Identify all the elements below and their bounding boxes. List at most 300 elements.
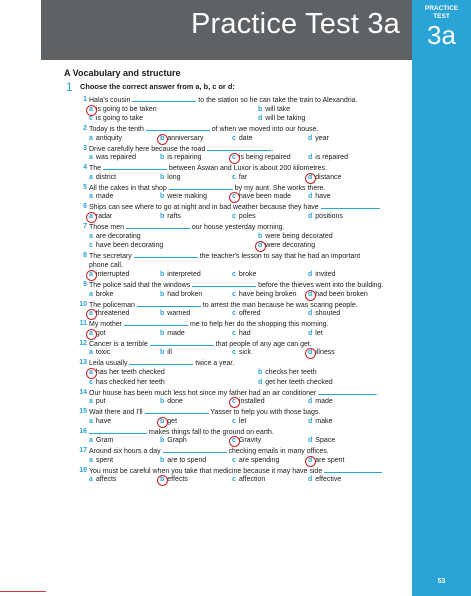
option-10-d[interactable] xyxy=(308,309,340,319)
option-text: let xyxy=(315,329,323,337)
question-text: makes things fall to the ground on earth. xyxy=(89,427,274,438)
option-letter: a xyxy=(89,437,93,445)
question-number: 8 xyxy=(83,252,87,260)
question-number: 13 xyxy=(79,359,87,367)
option-16-c[interactable] xyxy=(232,436,261,446)
option-letter: b xyxy=(160,417,165,425)
option-letter: c xyxy=(89,242,93,250)
answer-blank[interactable] xyxy=(134,251,198,258)
option-text: antiquity xyxy=(95,134,122,142)
option-text: were decorating xyxy=(265,242,316,250)
answer-blank[interactable] xyxy=(163,446,227,453)
option-text: are spent xyxy=(315,456,345,464)
option-2-c[interactable] xyxy=(232,134,253,144)
option-15-c[interactable] xyxy=(232,417,246,427)
option-18-d[interactable] xyxy=(308,475,341,485)
option-letter: c xyxy=(232,290,236,298)
option-letter: b xyxy=(160,173,165,181)
option-6-d[interactable] xyxy=(308,212,343,222)
option-text: is repairing xyxy=(167,154,202,162)
option-15-a[interactable] xyxy=(89,417,111,427)
option-text: broke xyxy=(95,290,114,298)
option-letter: b xyxy=(160,310,165,318)
option-letter: b xyxy=(160,476,165,484)
option-letter: a xyxy=(89,456,93,464)
option-letter: d xyxy=(308,417,313,425)
question-text: The policeman to arrest the man because he was scaring people. xyxy=(89,301,358,309)
question-4 xyxy=(0,163,410,173)
option-text: rafts xyxy=(167,212,181,220)
option-letter: d xyxy=(258,378,263,386)
option-12-c[interactable] xyxy=(232,348,251,358)
option-17-a[interactable] xyxy=(89,456,113,466)
option-letter: b xyxy=(160,134,165,142)
option-text: had been broken xyxy=(315,290,368,298)
question-number: 5 xyxy=(83,183,87,191)
question-text: Today is the tenth of when we moved into our house. xyxy=(89,126,319,134)
option-7-b[interactable] xyxy=(258,232,333,242)
option-2-d[interactable] xyxy=(308,134,329,144)
option-9-a[interactable] xyxy=(89,290,113,300)
option-text: effects xyxy=(167,476,188,484)
option-13-a[interactable] xyxy=(89,368,165,378)
option-letter: d xyxy=(258,115,263,123)
option-text: done xyxy=(167,398,183,406)
option-letter: b xyxy=(258,369,263,376)
option-2-b[interactable] xyxy=(160,134,203,144)
option-text: radar xyxy=(95,212,113,220)
question-13 xyxy=(0,358,410,368)
question-text: The police said that the windows before the thieves went into the building. xyxy=(89,282,384,290)
option-7-c[interactable] xyxy=(89,241,163,251)
option-letter: c xyxy=(89,115,93,123)
option-2-a[interactable] xyxy=(89,134,122,144)
question-text: Leila usually twice a year. xyxy=(89,360,235,368)
answer-blank[interactable] xyxy=(126,222,190,229)
option-letter: d xyxy=(308,476,313,484)
answer-blank[interactable] xyxy=(318,388,376,395)
option-17-b[interactable] xyxy=(160,456,206,466)
option-3-a[interactable] xyxy=(89,153,136,163)
question-16 xyxy=(0,427,410,437)
option-text: offered xyxy=(238,310,261,318)
question-number: 10 xyxy=(79,300,87,308)
section-title: A Vocabulary and structure xyxy=(64,68,181,78)
question-6 xyxy=(0,202,410,212)
option-letter: d xyxy=(308,193,313,201)
option-text: poles xyxy=(238,212,256,220)
option-8-c[interactable] xyxy=(232,270,256,280)
option-12-d[interactable] xyxy=(308,348,335,358)
question-1 xyxy=(0,95,410,105)
question-text: Wait there and I'll Yasser to help you with those bags. xyxy=(89,409,321,417)
option-letter: b xyxy=(160,398,165,406)
option-letter: b xyxy=(160,290,165,298)
option-letter: a xyxy=(89,329,93,337)
answer-blank[interactable] xyxy=(89,427,147,434)
option-letter: d xyxy=(308,134,313,142)
badge-label-line1: PRACTICE xyxy=(424,5,459,12)
option-5-d[interactable] xyxy=(308,192,330,202)
option-11-a[interactable] xyxy=(89,329,106,339)
option-letter: c xyxy=(232,398,236,406)
option-letter: b xyxy=(160,193,165,201)
option-letter: c xyxy=(232,476,236,484)
question-text: Ships can see where to go at night and in bad weather because they have . xyxy=(89,204,381,212)
question-number: 3 xyxy=(83,144,87,152)
option-18-c[interactable] xyxy=(232,475,265,485)
option-letter: a xyxy=(89,310,93,318)
option-text: shouted xyxy=(315,310,341,318)
option-text: affects xyxy=(95,476,117,484)
option-5-c[interactable] xyxy=(232,192,291,202)
option-letter: a xyxy=(89,271,93,279)
page-number: 53 xyxy=(437,578,446,585)
option-text: Gram xyxy=(95,437,114,445)
option-text: have xyxy=(95,417,112,425)
option-letter: c xyxy=(232,193,236,201)
option-14-c[interactable] xyxy=(232,397,265,407)
option-letter: c xyxy=(232,437,236,445)
option-1-d[interactable] xyxy=(258,114,305,124)
option-letter: b xyxy=(258,232,263,240)
question-text: Around six hours a day checking emails in many offices. xyxy=(89,448,329,456)
test-badge xyxy=(412,0,471,60)
badge-label-line2: TEST xyxy=(433,13,450,20)
option-letter: a xyxy=(89,134,93,142)
option-letter: c xyxy=(232,456,236,464)
option-text: illness xyxy=(315,349,335,357)
option-letter: d xyxy=(308,173,313,181)
question-10 xyxy=(0,300,410,310)
option-text: will be taking xyxy=(265,115,306,123)
badge-label xyxy=(412,5,471,21)
option-13-b[interactable] xyxy=(258,368,317,378)
option-17-d[interactable] xyxy=(308,456,344,466)
option-text: get xyxy=(167,417,178,425)
option-text: threatened xyxy=(95,310,130,318)
question-15 xyxy=(0,407,410,417)
question-number: 6 xyxy=(83,203,87,211)
option-letter: a xyxy=(89,232,93,240)
option-text: has checked her teeth xyxy=(95,378,165,386)
option-14-d[interactable] xyxy=(308,397,333,407)
question-text: Those men our house yesterday morning. xyxy=(89,223,285,231)
option-text: are spending xyxy=(238,456,280,464)
option-text: positions xyxy=(315,212,343,220)
option-text: are decorating xyxy=(95,232,141,240)
question-number: 12 xyxy=(79,339,87,347)
option-text: installed xyxy=(238,398,265,406)
answer-blank[interactable] xyxy=(124,319,188,326)
option-1-b[interactable] xyxy=(258,105,290,115)
question-11 xyxy=(0,319,410,329)
option-11-d[interactable] xyxy=(308,329,323,339)
question-number: 15 xyxy=(79,408,87,416)
option-text: have been made xyxy=(238,193,292,201)
option-text: effective xyxy=(315,476,342,484)
option-text: warned xyxy=(167,310,191,318)
option-text: got xyxy=(95,329,106,337)
option-18-b[interactable] xyxy=(160,475,188,485)
question-17 xyxy=(0,446,410,456)
question-8 xyxy=(0,251,410,261)
question-text: My mother me to help her do the shopping this morning. xyxy=(89,321,329,329)
option-letter: d xyxy=(308,154,313,162)
question-text: Drive carefully here because the road . xyxy=(89,145,274,153)
option-letter: a xyxy=(89,398,93,406)
option-text: ill xyxy=(167,349,172,357)
option-text: broke xyxy=(238,271,257,279)
option-9-c[interactable] xyxy=(232,290,297,300)
exercise-number: 1 xyxy=(66,80,73,94)
question-5 xyxy=(0,183,410,193)
option-letter: c xyxy=(232,417,236,425)
option-text: spent xyxy=(95,456,114,464)
option-15-b[interactable] xyxy=(160,417,177,427)
option-7-a[interactable] xyxy=(89,232,141,242)
option-letter: a xyxy=(89,105,93,113)
option-8-a[interactable] xyxy=(89,270,129,280)
option-9-b[interactable] xyxy=(160,290,202,300)
option-text: date xyxy=(238,134,253,142)
question-text: Cancer is a terrible that people of any age can get. xyxy=(89,340,312,348)
answer-blank[interactable] xyxy=(321,202,379,209)
option-10-a[interactable] xyxy=(89,309,129,319)
option-12-a[interactable] xyxy=(89,348,110,358)
option-text: distance xyxy=(315,173,342,181)
option-5-a[interactable] xyxy=(89,192,113,202)
option-10-c[interactable] xyxy=(232,309,261,319)
option-1-a[interactable] xyxy=(89,105,157,115)
option-letter: c xyxy=(232,173,236,181)
answer-blank[interactable] xyxy=(324,466,382,473)
option-letter: c xyxy=(232,134,236,142)
option-4-c[interactable] xyxy=(232,173,247,183)
option-letter: a xyxy=(89,349,93,357)
option-letter: d xyxy=(308,290,313,298)
option-text: anniversary xyxy=(167,134,204,142)
option-letter: d xyxy=(258,242,263,250)
option-12-b[interactable] xyxy=(160,348,172,358)
badge-code: 3a xyxy=(427,20,456,50)
option-letter: d xyxy=(308,329,313,337)
question-number: 1 xyxy=(83,96,87,103)
option-6-c[interactable] xyxy=(232,212,256,222)
option-text: make xyxy=(315,417,333,425)
option-letter: a xyxy=(89,173,93,181)
question-7 xyxy=(0,222,410,232)
answer-blank[interactable] xyxy=(145,407,209,414)
answer-blank[interactable] xyxy=(146,124,210,131)
answer-blank[interactable] xyxy=(132,95,196,102)
answer-blank[interactable] xyxy=(192,280,256,287)
option-letter: b xyxy=(160,349,165,357)
option-letter: c xyxy=(232,154,236,162)
option-text: made xyxy=(167,329,185,337)
option-6-b[interactable] xyxy=(160,212,181,222)
question-14 xyxy=(0,388,410,398)
option-letter: d xyxy=(308,349,313,357)
option-letter: b xyxy=(258,105,263,113)
option-16-b[interactable] xyxy=(160,436,187,446)
option-8-b[interactable] xyxy=(160,270,201,280)
answer-blank[interactable] xyxy=(103,163,167,170)
header-bar xyxy=(41,0,412,60)
question-12 xyxy=(0,339,410,349)
option-text: district xyxy=(95,173,117,181)
option-text: let xyxy=(238,417,247,425)
option-text: is repaired xyxy=(315,154,348,162)
option-letter: d xyxy=(308,456,313,464)
option-text: is going to be taken xyxy=(95,105,157,113)
question-number: 18 xyxy=(79,466,87,474)
option-letter: b xyxy=(160,437,165,445)
option-text: affection xyxy=(238,476,266,484)
option-text: is being repaired xyxy=(238,154,291,162)
page-title: Practice Test 3a xyxy=(191,8,400,40)
answer-blank[interactable] xyxy=(129,358,193,365)
option-text: Graph xyxy=(167,437,187,445)
option-8-d[interactable] xyxy=(308,270,336,280)
option-3-c[interactable] xyxy=(232,153,291,163)
question-number: 14 xyxy=(79,388,87,396)
question-8-continued xyxy=(0,261,410,271)
option-letter: d xyxy=(308,398,313,406)
option-letter: a xyxy=(89,417,93,425)
option-letter: c xyxy=(232,310,236,318)
option-text: made xyxy=(315,398,333,406)
option-letter: b xyxy=(160,329,165,337)
question-number: 4 xyxy=(83,164,87,172)
option-text: sick xyxy=(238,349,251,357)
option-letter: c xyxy=(232,212,236,220)
option-14-b[interactable] xyxy=(160,397,183,407)
option-text: get her teeth checked xyxy=(265,378,333,386)
option-4-a[interactable] xyxy=(89,173,116,183)
option-10-b[interactable] xyxy=(160,309,190,319)
option-letter: a xyxy=(89,290,93,298)
question-number: 7 xyxy=(83,222,87,230)
question-number: 11 xyxy=(79,320,87,328)
question-3 xyxy=(0,144,410,154)
option-text: Gravity xyxy=(238,437,262,445)
question-text: Our house has been much less hot since my father had an air conditioner . xyxy=(89,389,379,397)
option-13-d[interactable] xyxy=(258,378,333,388)
answer-blank[interactable] xyxy=(169,183,233,190)
question-text: Hala's cousin to the station so he can take the train to Alexandria. xyxy=(89,97,358,104)
option-letter: d xyxy=(308,212,313,220)
option-text: invited xyxy=(315,271,336,279)
option-letter: b xyxy=(160,456,165,464)
option-11-c[interactable] xyxy=(232,329,251,339)
option-9-d[interactable] xyxy=(308,290,368,300)
question-number: 2 xyxy=(83,125,87,133)
question-9 xyxy=(0,280,410,290)
option-letter: a xyxy=(89,476,93,484)
option-text: long xyxy=(167,173,181,181)
option-text: year xyxy=(315,134,329,142)
side-color-bar xyxy=(412,60,471,596)
option-text: toxic xyxy=(95,349,111,357)
option-text: interpreted xyxy=(167,271,201,279)
question-text-continued: phone call. xyxy=(89,261,123,269)
option-5-b[interactable] xyxy=(160,192,207,202)
option-text: are to spend xyxy=(167,456,207,464)
option-text: checks her teeth xyxy=(265,369,317,376)
question-text: You must be careful when you take that medicine because it may have side xyxy=(89,466,382,477)
option-text: far xyxy=(238,173,248,181)
option-13-c[interactable] xyxy=(89,378,165,388)
option-letter: c xyxy=(232,349,236,357)
question-18 xyxy=(0,466,410,476)
question-number: 9 xyxy=(83,281,87,289)
option-4-d[interactable] xyxy=(308,173,341,183)
margin-rule xyxy=(0,591,46,592)
option-7-d[interactable] xyxy=(258,241,315,251)
option-text: have being broken xyxy=(238,290,297,298)
option-text: were being decorated xyxy=(265,232,333,240)
answer-blank[interactable] xyxy=(137,300,201,307)
option-4-b[interactable] xyxy=(160,173,181,183)
option-letter: a xyxy=(89,369,93,376)
question-text: The between Aswan and Luxor is about 200 kilometres. xyxy=(89,165,327,173)
option-text: is going to take xyxy=(95,115,143,123)
option-17-c[interactable] xyxy=(232,456,279,466)
option-6-a[interactable] xyxy=(89,212,112,222)
option-text: will take xyxy=(265,105,291,113)
question-number: 16 xyxy=(79,427,87,435)
option-text: put xyxy=(95,398,106,406)
question-2 xyxy=(0,124,410,134)
option-letter: d xyxy=(308,271,313,279)
option-text: was repaired xyxy=(95,154,136,162)
answer-blank[interactable] xyxy=(150,339,214,346)
option-15-d[interactable] xyxy=(308,417,332,427)
option-text: had broken xyxy=(167,290,203,298)
option-letter: a xyxy=(89,193,93,201)
option-text: Space xyxy=(315,437,336,445)
option-3-b[interactable] xyxy=(160,153,202,163)
option-14-a[interactable] xyxy=(89,397,106,407)
option-text: had xyxy=(238,329,251,337)
option-letter: b xyxy=(160,154,165,162)
question-text: All the cakes in that shop by my aunt. She works there. xyxy=(89,184,326,192)
question-text: The secretary the teacher's lesson to say that he had an important xyxy=(89,253,361,261)
option-text: have been decorating xyxy=(95,242,164,250)
option-3-d[interactable] xyxy=(308,153,348,163)
question-number: 17 xyxy=(79,447,87,455)
option-letter: c xyxy=(232,271,236,279)
option-text: made xyxy=(95,193,114,201)
option-text: interrupted xyxy=(95,271,130,279)
answer-blank[interactable] xyxy=(207,144,271,151)
option-letter: d xyxy=(308,437,313,445)
option-text: have xyxy=(315,193,331,201)
option-letter: b xyxy=(160,212,165,220)
option-1-c[interactable] xyxy=(89,114,143,124)
option-letter: d xyxy=(308,310,313,318)
option-11-b[interactable] xyxy=(160,329,185,339)
option-letter: c xyxy=(232,329,236,337)
option-16-d[interactable] xyxy=(308,436,335,446)
option-16-a[interactable] xyxy=(89,436,113,446)
option-letter: a xyxy=(89,154,93,162)
option-18-a[interactable] xyxy=(89,475,116,485)
option-letter: a xyxy=(89,212,93,220)
option-letter: b xyxy=(160,271,165,279)
option-text: were making xyxy=(167,193,207,201)
